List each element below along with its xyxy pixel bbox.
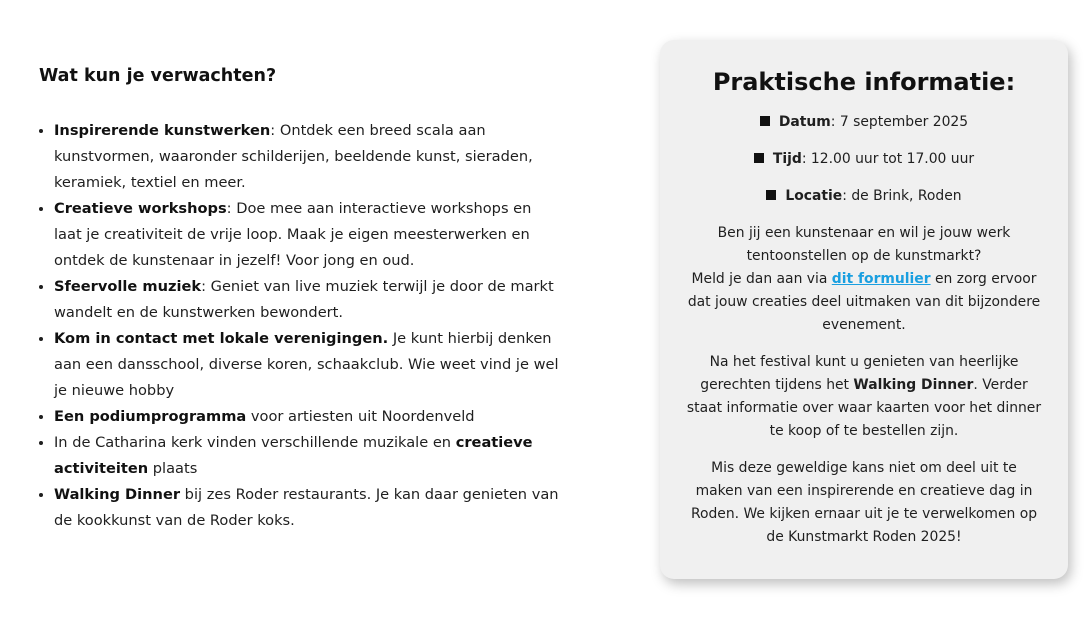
- dinner-post: . Verder staat informatie over waar kaarten voor het dinner te koop of te bestellen zijn.: [686, 377, 1042, 439]
- dinner-pre: Na het festival kunt u genieten van heerlijke gerechten tijdens het: [700, 354, 1019, 393]
- square-bullet-icon: [754, 153, 764, 163]
- item-title: Een podiumprogramma: [54, 408, 247, 425]
- artist-call-line: Ben jij een kunstenaar en wil je jouw werk tentoonstellen op de kunstmarkt?: [717, 225, 1011, 264]
- closing-paragraph: Mis deze geweldige kans niet om deel uit te maken van een inspirerende en creatieve dag in Roden. We kijken ernaar uit je te verwelkomen op de Kunstmarkt Roden 2025!: [690, 460, 1038, 545]
- list-item: [54, 326, 559, 404]
- location-value: : de Brink, Roden: [842, 188, 962, 204]
- item-text: bij zes Roder restaurants. Je kan daar genieten van de kookkunst van de Roder koks.: [54, 486, 559, 529]
- info-location: [686, 185, 1042, 208]
- item-text: voor artiesten uit Noordenveld: [246, 408, 475, 425]
- item-title: Creatieve workshops: [54, 200, 227, 217]
- item-title: creatieve activiteiten: [54, 434, 533, 477]
- list-item: [54, 482, 559, 534]
- date-label: Datum: [778, 114, 831, 130]
- dinner-bold: Walking Dinner: [853, 377, 974, 393]
- practical-info-card: [660, 40, 1068, 579]
- info-time: [686, 148, 1042, 171]
- item-title: Kom in contact met lokale verenigingen.: [54, 330, 389, 347]
- expectations-section: [39, 64, 559, 534]
- list-item: [54, 430, 559, 482]
- item-text: Je kunt hierbij denken aan een dansschool, diverse koren, schaakclub. Wie weet vind je wel je nieuwe hobby: [54, 330, 559, 399]
- list-item: [54, 274, 559, 326]
- time-label: Tijd: [772, 151, 802, 167]
- list-item: [54, 118, 559, 196]
- item-text: : Doe mee aan interactieve workshops en laat je creativiteit de vrije loop. Maak je eigen meesterwerken en ontdek de kunstenaar in jezelf! Voor jong en oud.: [54, 200, 532, 269]
- expectations-list: [39, 118, 559, 534]
- square-bullet-icon: [760, 116, 770, 126]
- square-bullet-icon: [766, 190, 776, 200]
- time-value: : 12.00 uur tot 17.00 uur: [801, 151, 975, 167]
- list-item: [54, 404, 559, 430]
- item-text: : Ontdek een breed scala aan kunstvormen, waaronder schilderijen, beeldende kunst, sieraden, keramiek, textiel en meer.: [54, 122, 533, 191]
- dinner-paragraph: [686, 351, 1042, 443]
- item-text: plaats: [148, 460, 198, 477]
- item-title: Inspirerende kunstwerken: [54, 122, 271, 139]
- info-date: [686, 111, 1042, 134]
- item-title: Sfeervolle muziek: [54, 278, 202, 295]
- date-value: : 7 september 2025: [830, 114, 969, 130]
- item-text-pre: In de Catharina kerk vinden verschillende muzikale en: [54, 434, 456, 451]
- artist-call-post: en zorg ervoor dat jouw creaties deel uitmaken van dit bijzondere evenement.: [687, 271, 1041, 333]
- signup-form-link[interactable]: dit formulier: [831, 271, 931, 287]
- item-title: Walking Dinner: [54, 486, 181, 503]
- card-title: Praktische informatie:: [712, 68, 1016, 96]
- section-heading: Wat kun je verwachten?: [39, 66, 277, 86]
- artist-call-paragraph: [686, 222, 1042, 337]
- location-label: Locatie: [785, 188, 843, 204]
- item-text: : Geniet van live muziek terwijl je door de markt wandelt en de kunstwerken bewondert.: [54, 278, 554, 321]
- artist-call-pre: Meld je dan aan via: [691, 271, 832, 287]
- list-item: [54, 196, 559, 274]
